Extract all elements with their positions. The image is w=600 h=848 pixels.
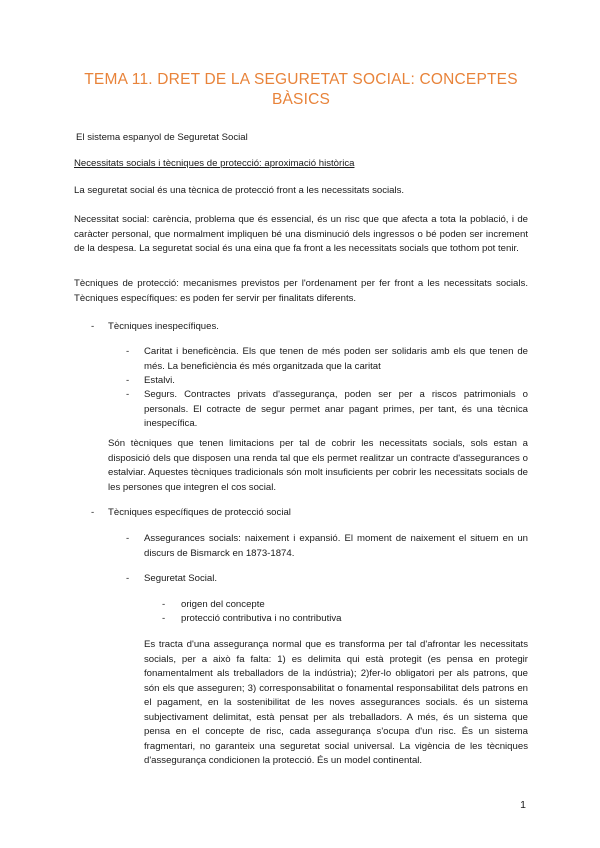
page-number: 1: [520, 799, 526, 811]
list-dash: -: [162, 613, 166, 624]
subsection-heading: Necessitats socials i tècniques de protecció: aproximació històrica: [74, 158, 355, 169]
list-dash: -: [91, 321, 95, 332]
list-dash: -: [126, 533, 130, 544]
paragraph-definition: La seguretat social és una tècnica de protecció front a les necessitats socials.: [74, 185, 405, 196]
specific-heading: Tècniques específiques de protecció social: [108, 507, 291, 518]
list-item-social-insurance: Assegurances socials: naixement i expansió. El moment de naixement el situem en un discurs de Bismarck en 1873-1874.: [144, 533, 528, 559]
nonspecific-heading: Tècniques inespecífiques.: [108, 321, 219, 332]
list-dash: -: [126, 375, 130, 386]
list-dash: -: [91, 507, 95, 518]
subitem-contributive-protection: protecció contributiva i no contributiva: [181, 613, 342, 624]
section-heading: El sistema espanyol de Seguretat Social: [76, 132, 248, 143]
list-item-savings: Estalvi.: [144, 375, 175, 386]
paragraph-social-security-description: Es tracta d'una assegurança normal que es transforma per tal d'afrontar les necessitats socials, per a això fa falta: 1) es delimita qui està protegit (es pensa en protegir fonamentalment als treballadors de la indústria); 2)fer-lo obligatori per als patrons, que són els que asseguren; 3) corresponsabilitat o fonamental responsabilitat dels patrons en el pagament, en la sostenibilitat de les noves assegurances socials. és un sistema subjectivament delimitat, està pensat per als treballadors. A més, és un sistema que pensa en el concepte de risc, cada assegurança s'ocupa d'un risc. És un sistema fragmentari, no garanteix una seguretat social universal. La vigència de les tècniques d'assegurança condicionen la protecció. És un model continental.: [144, 639, 528, 766]
list-dash: -: [162, 599, 166, 610]
list-dash: -: [126, 346, 130, 357]
paragraph-social-need: Necessitat social: carència, problema que és essencial, és un risc que que afecta a tota la població, i de caràcter personal, que normalment impliquen bé una disminució dels ingressos o bé poden ser increment de la despesa. La seguretat social és una eina que fa front a les necessitats socials que tothom pot tenir.: [74, 214, 528, 254]
list-item-insurance: Segurs. Contractes privats d'assegurança, poden ser per a riscos patrimonials o personals. El cotracte de segur permet anar pagant primes, per tant, és una tècnica inespecífica.: [144, 389, 528, 429]
subitem-concept-origin: origen del concepte: [181, 599, 265, 610]
list-item-social-security: Seguretat Social.: [144, 573, 218, 584]
paragraph-limitations: Són tècniques que tenen limitacions per tal de cobrir les necessitats socials, sols estan a disposició dels que disposen una renda tal que els permet realitzar un contracte d'assegurances o estalviar. Aquestes tècniques tradicionals són molt insuficients per cobrir les necessitats socials de les persones que integren el cos social.: [108, 438, 528, 493]
list-dash: -: [126, 573, 130, 584]
paragraph-protection-techniques: Tècniques de protecció: mecanismes previstos per l'ordenament per fer front a les necessitats socials. Tècniques específiques: es poden fer servir per finalitats diferents.: [74, 278, 528, 304]
list-dash: -: [126, 389, 130, 400]
list-item-charity: Caritat i beneficència. Els que tenen de més poden ser solidaris amb els que tenen de més. La beneficiència és més organitzada que la caritat: [144, 346, 528, 372]
document-title: TEMA 11. DRET DE LA SEGURETAT SOCIAL: CONCEPTES BÀSICS: [84, 71, 518, 108]
